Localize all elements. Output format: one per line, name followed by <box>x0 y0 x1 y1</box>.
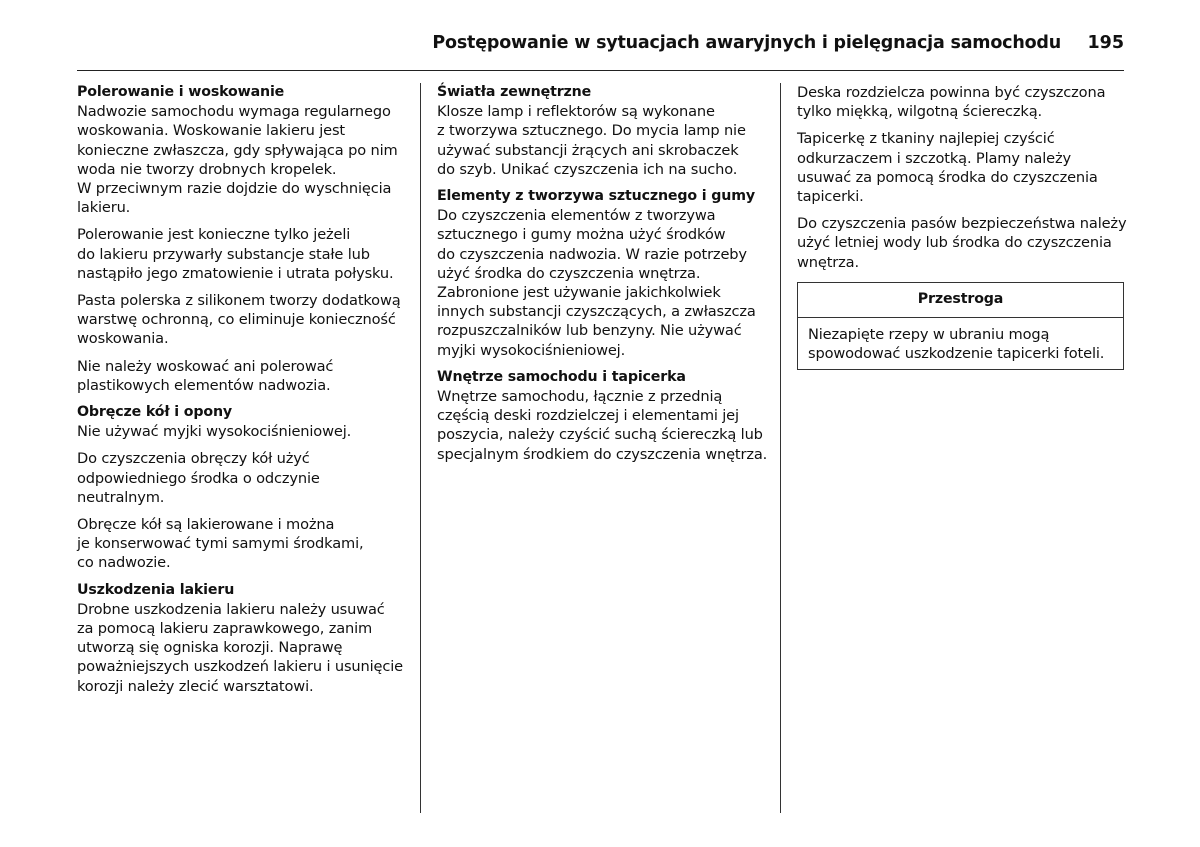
text-line: sztucznego i gumy można użyć środków <box>437 226 726 244</box>
section-heading-paint-damage: Uszkodzenia lakieru <box>77 581 235 598</box>
text-line: wnętrza. <box>797 253 859 271</box>
text-line: W przeciwnym razie dojdzie do wyschnięcia <box>77 180 392 198</box>
text-line: lakieru. <box>77 199 131 217</box>
paragraph <box>437 387 777 464</box>
column-middle <box>437 83 777 472</box>
text-line: Do czyszczenia pasów bezpieczeństwa należy <box>797 215 1127 233</box>
paragraph <box>77 291 417 349</box>
text-line: używać substancji żrących ani skrobaczek <box>437 141 739 159</box>
text-line: poważniejszych uszkodzeń lakieru i usunięcie <box>77 658 403 676</box>
paragraph <box>77 449 417 507</box>
text-line: konieczne zwłaszcza, gdy spływająca po nim <box>77 141 398 159</box>
text-line: usuwać za pomocą środka do czyszczenia <box>797 168 1098 186</box>
text-line: Polerowanie jest konieczne tylko jeżeli <box>77 226 351 244</box>
paragraph <box>77 422 417 441</box>
text-line: plastikowych elementów nadwozia. <box>77 376 331 394</box>
text-line: nastąpiło jego zmatowienie i utrata połysku. <box>77 264 394 282</box>
paragraph <box>77 600 417 696</box>
paragraph <box>77 225 417 283</box>
text-line: woda nie tworzy drobnych kropelek. <box>77 160 337 178</box>
warning-text <box>798 318 1123 369</box>
paragraph <box>437 206 777 360</box>
page-header <box>77 30 1124 71</box>
section-heading-interior: Wnętrze samochodu i tapicerka <box>437 368 686 385</box>
warning-box <box>797 282 1124 371</box>
paragraph <box>77 357 417 395</box>
text-line: do czyszczenia nadwozia. W razie potrzeby <box>437 245 747 263</box>
warning-title: Przestroga <box>798 283 1123 318</box>
text-line: z tworzywa sztucznego. Do mycia lamp nie <box>437 122 746 140</box>
section-heading-exterior-lights: Światła zewnętrzne <box>437 84 592 100</box>
paragraph <box>797 214 1127 272</box>
text-line: za pomocą lakieru zaprawkowego, zanim <box>77 620 373 638</box>
header-title: Postępowanie w sytuacjach awaryjnych i pielęgnacja samochodu <box>432 33 1061 53</box>
text-line: warstwę ochronną, co eliminuje konieczność <box>77 311 396 329</box>
text-line: innych substancji czyszczących, a zwłaszcza <box>437 303 756 321</box>
text-line: Niezapięte rzepy w ubraniu mogą <box>808 326 1050 344</box>
text-line: co nadwozie. <box>77 554 171 572</box>
section-heading-plastic-rubber: Elementy z tworzywa sztucznego i gumy <box>437 188 755 205</box>
text-line: odkurzaczem i szczotką. Plamy należy <box>797 149 1071 167</box>
text-line: Drobne uszkodzenia lakieru należy usuwać <box>77 600 385 618</box>
text-line: tapicerki. <box>797 188 864 206</box>
text-line: Do czyszczenia elementów z tworzywa <box>437 207 716 225</box>
text-line: Wnętrze samochodu, łącznie z przednią <box>437 388 723 406</box>
text-line: Nadwozie samochodu wymaga regularnego <box>77 103 391 121</box>
text-line: Nie używać myjki wysokociśnieniowej. <box>77 423 352 441</box>
column-left <box>77 83 417 704</box>
paragraph <box>437 102 777 179</box>
column-divider-left <box>420 83 421 813</box>
text-line: odpowiedniego środka o odczynie <box>77 469 320 487</box>
text-line: częścią deski rozdzielczej i elementami jej <box>437 407 739 425</box>
text-line: Pasta polerska z silikonem tworzy dodatkową <box>77 292 401 310</box>
text-line: poszycia, należy czyścić suchą ściereczką lub <box>437 426 763 444</box>
paragraph <box>797 129 1127 206</box>
text-line: specjalnym środkiem do czyszczenia wnętrza. <box>437 445 768 463</box>
text-line: myjki wysokociśnieniowej. <box>437 341 626 359</box>
text-line: Tapicerkę z tkaniny najlepiej czyścić <box>797 130 1055 148</box>
text-line: użyć letniej wody lub środka do czyszczenia <box>797 234 1112 252</box>
paragraph <box>797 83 1127 121</box>
text-line: Do czyszczenia obręczy kół użyć <box>77 450 310 468</box>
text-line: Klosze lamp i reflektorów są wykonane <box>437 103 715 121</box>
text-line: je konserwować tymi samymi środkami, <box>77 535 364 553</box>
text-line: do szyb. Unikać czyszczenia ich na sucho. <box>437 160 738 178</box>
text-line: korozji należy zlecić warsztatowi. <box>77 677 314 695</box>
text-line: rozpuszczalników lub benzyny. Nie używać <box>437 322 742 340</box>
page-number: 195 <box>1087 33 1124 53</box>
text-line: Deska rozdzielcza powinna być czyszczona <box>797 84 1106 101</box>
text-line: neutralnym. <box>77 488 165 506</box>
text-line: Nie należy woskować ani polerować <box>77 357 334 375</box>
text-line: tylko miękką, wilgotną ściereczką. <box>797 103 1043 121</box>
text-line: woskowania. <box>77 330 169 348</box>
text-line: Zabronione jest używanie jakichkolwiek <box>437 284 721 302</box>
text-line: utworzą się ogniska korozji. Naprawę <box>77 639 343 657</box>
text-line: do lakieru przywarły substancje stałe lub <box>77 245 370 263</box>
section-heading-wheels: Obręcze kół i opony <box>77 404 233 421</box>
text-line: spowodować uszkodzenie tapicerki foteli. <box>808 345 1105 363</box>
column-right <box>797 83 1127 370</box>
paragraph <box>77 515 417 573</box>
section-heading-polishing: Polerowanie i woskowanie <box>77 84 285 100</box>
column-divider-right <box>780 83 781 813</box>
text-line: użyć środka do czyszczenia wnętrza. <box>437 264 701 282</box>
text-line: Obręcze kół są lakierowane i można <box>77 516 335 534</box>
text-line: woskowania. Woskowanie lakieru jest <box>77 122 345 140</box>
paragraph <box>77 102 417 217</box>
